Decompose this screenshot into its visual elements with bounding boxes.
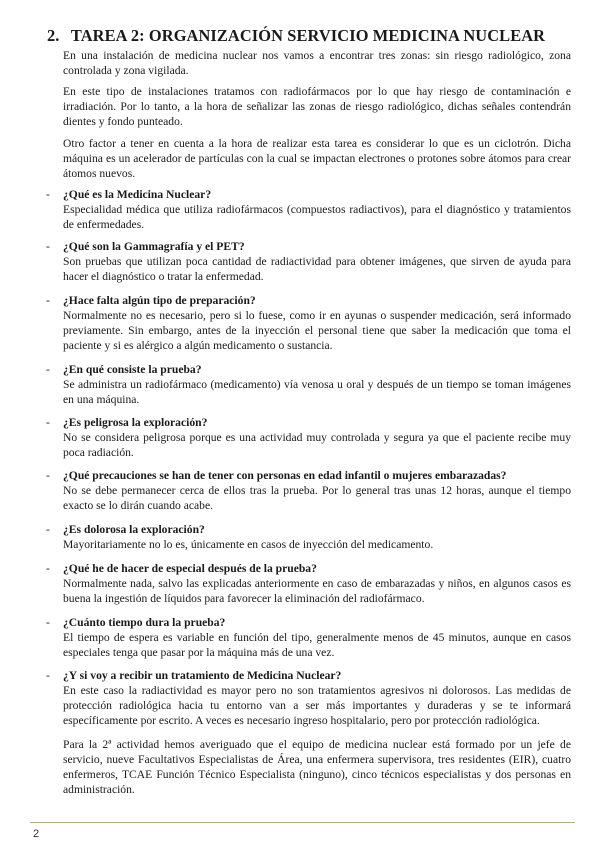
closing-paragraph: Para la 2ª actividad hemos averiguado que el equipo de medicina nuclear está formado por un jefe de servicio, nueve Facultativos Especialistas de Área, una enfermera supervisora, tres residentes (EIR), cuatro enfermeros, TCAE Función Técnico Especialista (ninguno), cinco técnicos especialistas y dos personas en administración. bbox=[63, 738, 571, 797]
faq-question: ¿Hace falta algún tipo de preparación? bbox=[63, 294, 256, 307]
intro-paragraph-2: En este tipo de instalaciones tratamos con radiofármacos por lo que hay riesgo de contaminación e irradiación. Por lo tanto, a la hora de señalizar las zonas de riesgo radiológico, dichas señales contendrán dientes y fondo punteado. bbox=[63, 85, 571, 129]
faq-question: ¿Qué precauciones se han de tener con personas en edad infantil o mujeres embarazadas? bbox=[63, 469, 507, 482]
faq-question: ¿Es dolorosa la exploración? bbox=[63, 523, 205, 536]
list-bullet: - bbox=[46, 616, 50, 629]
faq-answer: El tiempo de espera es variable en función del tipo, generalmente menos de 45 minutos, aunque en casos especiales tenga que pasar por la máquina más de una vez. bbox=[63, 631, 571, 660]
faq-answer: Especialidad médica que utiliza radiofármacos (compuestos radiactivos), para el diagnóstico y tratamientos de enfermedades. bbox=[63, 203, 571, 232]
section-heading bbox=[47, 26, 577, 46]
page-number: 2 bbox=[33, 828, 40, 840]
list-bullet: - bbox=[46, 294, 50, 307]
list-bullet: - bbox=[46, 562, 50, 575]
faq-answer: Se administra un radiofármaco (medicamento) vía venosa u oral y después de un tiempo se toman imágenes en una máquina. bbox=[63, 378, 571, 407]
faq-answer: Normalmente nada, salvo las explicadas anteriormente en caso de embarazadas y niños, en algunos casos es buena la ingestión de líquidos para favorecer la eliminación del radiofármaco. bbox=[63, 577, 571, 606]
faq-answer: Son pruebas que utilizan poca cantidad de radiactividad para obtener imágenes, que sirven de ayuda para hacer el diagnóstico o tratar la enfermedad. bbox=[63, 255, 571, 284]
intro-paragraph-3: Otro factor a tener en cuenta a la hora de realizar esta tarea es considerar lo que es un ciclotrón. Dicha máquina es un acelerador de partículas con la cual se impactan electrones o protones sobre átomos para crear átomos nuevos. bbox=[63, 137, 571, 181]
list-bullet: - bbox=[46, 240, 50, 253]
section-title: TAREA 2: ORGANIZACIÓN SERVICIO MEDICINA NUCLEAR bbox=[70, 26, 546, 45]
list-bullet: - bbox=[46, 523, 50, 536]
faq-question: ¿Cuánto tiempo dura la prueba? bbox=[63, 616, 226, 629]
list-bullet: - bbox=[46, 669, 50, 682]
faq-question: ¿En qué consiste la prueba? bbox=[63, 363, 202, 376]
footer-divider bbox=[30, 822, 575, 823]
faq-answer: En este caso la radiactividad es mayor pero no son tratamientos agresivos ni dolorosos. Las medidas de protección radiológica hacia tu entorno van a ser más importantes y duraderas y se te informará específicamente por escrito. A veces es necesario ingreso hospitalario, pero por protección radiológica. bbox=[63, 684, 571, 728]
faq-answer: No se debe permanecer cerca de ellos tras la prueba. Por lo general tras unas 12 horas, aunque el tiempo exacto se lo dirán cuando acabe. bbox=[63, 484, 571, 513]
list-bullet: - bbox=[46, 469, 50, 482]
faq-question: ¿Qué he de hacer de especial después de la prueba? bbox=[63, 562, 317, 575]
faq-answer: Normalmente no es necesario, pero si lo fuese, como ir en ayunas o suspender medicación, será informado previamente. Sin embargo, antes de la inyección el personal tiene que saber la medicación que toma el paciente y si es alérgico a algún medicamento o sustancia. bbox=[63, 309, 571, 353]
section-number: 2. bbox=[47, 26, 60, 45]
list-bullet: - bbox=[46, 188, 50, 201]
faq-answer: No se considera peligrosa porque es una actividad muy controlada y segura ya que el paciente recibe muy poca radiación. bbox=[63, 431, 571, 460]
faq-question: ¿Es peligrosa la exploración? bbox=[63, 416, 208, 429]
faq-answer: Mayoritariamente no lo es, únicamente en casos de inyección del medicamento. bbox=[63, 538, 434, 551]
intro-paragraph-1: En una instalación de medicina nuclear nos vamos a encontrar tres zonas: sin riesgo radiológico, zona controlada y zona vigilada. bbox=[63, 49, 571, 78]
list-bullet: - bbox=[46, 363, 50, 376]
list-bullet: - bbox=[46, 416, 50, 429]
faq-question: ¿Qué es la Medicina Nuclear? bbox=[63, 188, 212, 201]
faq-question: ¿Qué son la Gammagrafía y el PET? bbox=[63, 240, 245, 253]
faq-question: ¿Y si voy a recibir un tratamiento de Medicina Nuclear? bbox=[63, 669, 342, 682]
